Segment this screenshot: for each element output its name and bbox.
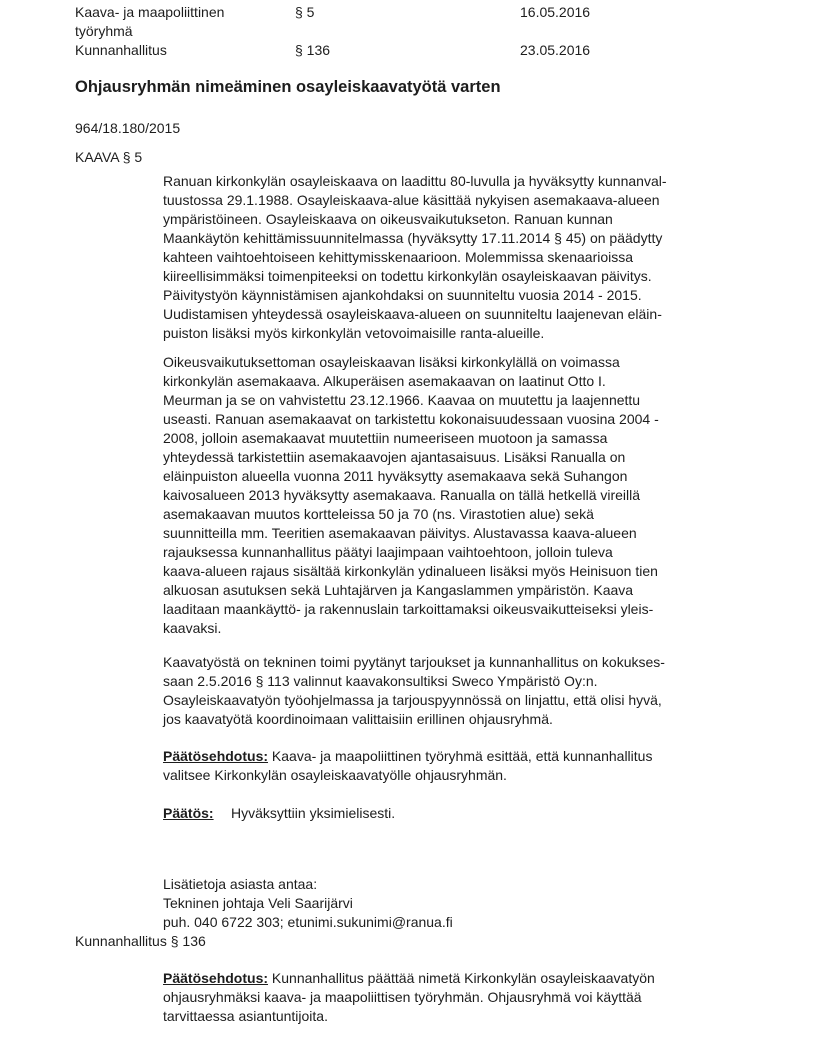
section-label-kunnanhallitus: Kunnanhallitus § 136 xyxy=(75,933,206,949)
decision-proposal-label: Päätösehdotus: xyxy=(163,748,269,764)
meeting-date: 23.05.2016 xyxy=(520,42,591,58)
kunnanhallitus-section-body xyxy=(163,969,803,1026)
decision-proposal-label: Päätösehdotus: xyxy=(163,970,269,986)
section-number: § 5 xyxy=(295,4,315,20)
contact-info: Lisätietoja asiasta antaa: Tekninen johtaja Veli Saarijärvi puh. 040 6722 303; etunimi.sukunimi@ranua.fi xyxy=(163,876,453,930)
committee-name: Kaava- ja maapoliittinen työryhmä xyxy=(75,4,225,39)
page-title: Ohjausryhmän nimeäminen osayleiskaavatyötä varten xyxy=(75,78,501,96)
case-number: 964/18.180/2015 xyxy=(75,120,181,136)
section-label-kaava: KAAVA § 5 xyxy=(75,149,143,165)
header-table xyxy=(75,3,735,60)
decision-label: Päätös: xyxy=(163,805,214,821)
decision-text: Hyväksyttiin yksimielisesti. xyxy=(231,805,396,821)
committee-name: Kunnanhallitus xyxy=(75,42,167,58)
decision-proposal xyxy=(163,969,803,1026)
decision xyxy=(163,804,803,823)
decision-proposal-text: Kunnanhallitus päättää nimetä Kirkonkylän osayleiskaavatyön ohjausryhmäksi kaava- ja maapoliittisen työryhmän. Ohjausryhmä voi käyttää tarvittaessa asiantuntijoita. xyxy=(163,970,655,1024)
meeting-date: 16.05.2016 xyxy=(520,4,591,20)
section-number: § 136 xyxy=(295,42,331,58)
decision-proposal-text: Kaava- ja maapoliittinen työryhmä esittää, että kunnanhallitus valitsee Kirkonkylän osayleiskaavatyölle ohjausryhmän. xyxy=(163,748,653,783)
kaava-section-body xyxy=(163,172,803,932)
decision-proposal xyxy=(163,747,803,785)
body-paragraph: Ranuan kirkonkylän osayleiskaava on laadittu 80-luvulla ja hyväksytty kunnanval- tuustossa 29.1.1988. Osayleiskaava-alue käsittää nykyisen asemakaava-alueen ympäristöineen. Osayleiskaava on oikeusvaikutukseton. Ranuan kunnan Maankäytön kehittämissuunnitelmassa (hyväksytty 17.11.2014 § 45) on päädytty kahteen vaihtoehtoiseen kehittymisskenaarioon. Molemmissa skenaarioissa kiireellisimmäksi toimenpiteeksi on todettu kirkonkylän osayleiskaavan päivitys. Päivitystyön käynnistämisen ajankohdaksi on suunniteltu vuosia 2014 - 2015. Uudistamisen yhteydessä osayleiskaava-alueen on suunniteltu laajenevan eläin- puiston lisäksi myös kirkonkylän vetovoimaisille ranta-alueille. xyxy=(163,173,667,341)
body-paragraph: Kaavatyöstä on tekninen toimi pyytänyt tarjoukset ja kunnanhallitus on kokukses- saan 2.5.2016 § 113 valinnut kaavakonsultiksi Sweco Ympäristö Oy:n. Osayleiskaavatyön työohjelmassa ja tarjouspyynnössä on linjattu, että olisi hyvä, jos kaavatyötä koordinoimaan valittaisiin erillinen ohjausryhmä. xyxy=(163,654,665,727)
body-paragraph: Oikeusvaikutuksettoman osayleiskaavan lisäksi kirkonkylällä on voimassa kirkonkylän asemakaava. Alkuperäisen asemakaavan on laatinut Otto I. Meurman ja se on vahvistettu 23.12.1966. Kaavaa on muutettu ja laajennettu useasti. Ranuan asemakaavat on tarkistettu kokonaisuudessaan vuosina 2004 - 2008, jolloin asemakaavat muutettiin numeeriseen muotoon ja samassa yhteydessä tarkistettiin asemakaavojen ajantasaisuus. Lisäksi Ranualla on eläinpuiston alueella vuonna 2011 hyväksytty asemakaava sekä Suhangon kaivosalueen 2013 hyväksytty asemakaava. Ranualla on tällä hetkellä vireillä asemakaavan muutos kortteleissa 50 ja 70 (ns. Virastotien alue) sekä suunnitteilla mm. Teeritien asemakaavan päivitys. Alustavassa kaava-alueen rajauksessa kunnanhallitus päätyi laajimpaan vaihtoehtoon, jolloin tuleva kaava-alueen rajaus sisältää kirkonkylän ydinalueen lisäksi myös Heinisuon tien alkuosan asutuksen sekä Luhtajärven ja Kangaslammen ympäristön. Kaava laaditaan maankäyttö- ja rakennuslain tarkoittamaksi oikeusvaikutteiseksi yleis- kaavaksi. xyxy=(163,354,659,636)
